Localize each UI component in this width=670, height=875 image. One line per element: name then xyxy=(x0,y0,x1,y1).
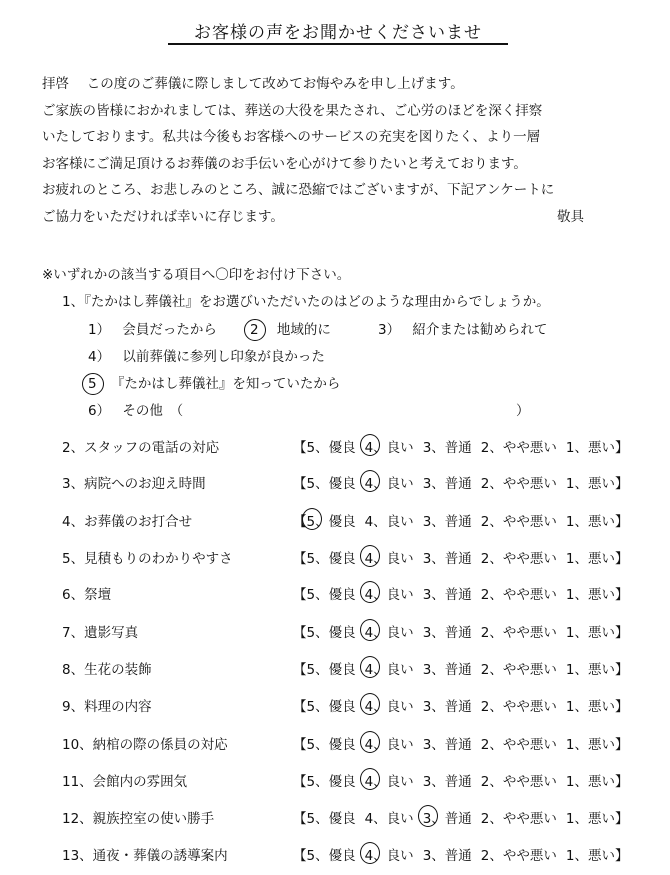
rating-option-5-selected[interactable] xyxy=(307,510,356,530)
rating-option-label: 1、悪い xyxy=(565,737,615,753)
intro-line: お客様にご満足頂けるお葬儀のお手伝いを心がけて参りたいと考えております。 xyxy=(42,155,527,172)
bracket-close: 】 xyxy=(614,587,629,603)
rating-option-4[interactable] xyxy=(365,807,414,827)
bracket-open: 【 xyxy=(293,551,307,567)
rating-option-2[interactable] xyxy=(481,472,557,492)
bracket-close: 】 xyxy=(614,551,629,567)
rating-option-label: 3、普通 xyxy=(422,514,472,530)
rating-option-label: 1、悪い xyxy=(565,811,615,827)
rating-scale xyxy=(293,547,628,567)
bracket-open: 【 xyxy=(293,440,307,456)
q1-option-2[interactable] xyxy=(250,318,331,338)
rating-option-5[interactable] xyxy=(307,436,356,456)
rating-scale xyxy=(293,733,628,753)
rating-option-4-selected[interactable] xyxy=(365,621,414,641)
title-underline xyxy=(168,43,508,45)
selection-circle xyxy=(418,805,438,827)
bracket-close: 】 xyxy=(614,699,629,715)
rating-question-row xyxy=(62,733,662,755)
rating-option-4-selected[interactable] xyxy=(365,547,414,567)
rating-option-label: 1、悪い xyxy=(565,662,615,678)
bracket-close: 】 xyxy=(614,811,629,827)
rating-option-label: 1、悪い xyxy=(565,848,615,864)
rating-option-3[interactable] xyxy=(423,583,472,603)
question-label: 9、料理の内容 xyxy=(62,699,152,715)
rating-option-2[interactable] xyxy=(481,547,557,567)
rating-option-1[interactable] xyxy=(566,436,615,456)
rating-option-label: 3、普通 xyxy=(422,774,472,790)
selected-rating-label: 5、優良 xyxy=(306,514,356,530)
bracket-close: 】 xyxy=(614,440,629,456)
rating-option-label: 3、普通 xyxy=(422,625,472,641)
rating-option-1[interactable] xyxy=(566,695,615,715)
rating-option-3[interactable] xyxy=(423,733,472,753)
rating-option-3[interactable] xyxy=(423,547,472,567)
q1-option-3[interactable] xyxy=(378,318,547,338)
rating-option-label: 5、優良 xyxy=(306,440,356,456)
selection-circle: 2 xyxy=(250,322,259,338)
selection-circle xyxy=(302,508,322,530)
rating-question-row xyxy=(62,621,662,643)
rating-option-label: 3、普通 xyxy=(422,848,472,864)
rating-option-5[interactable] xyxy=(307,733,356,753)
rating-scale xyxy=(293,770,628,790)
rating-option-5[interactable] xyxy=(307,695,356,715)
rating-option-label: 2、やや悪い xyxy=(480,699,557,715)
selection-circle xyxy=(360,434,380,456)
selected-rating-label: 4、良い xyxy=(364,737,414,753)
rating-question-row xyxy=(62,844,662,866)
q1-option-1[interactable] xyxy=(88,318,217,338)
selected-rating-label: 4、良い xyxy=(364,662,414,678)
rating-option-4-selected[interactable] xyxy=(365,658,414,678)
rating-option-label: 2、やや悪い xyxy=(480,662,557,678)
rating-question-row xyxy=(62,770,662,792)
rating-option-3[interactable] xyxy=(423,510,472,530)
bracket-close: 】 xyxy=(614,476,629,492)
bracket-close: 】 xyxy=(614,737,629,753)
rating-option-label: 5、優良 xyxy=(306,737,356,753)
rating-option-2[interactable] xyxy=(481,733,557,753)
rating-scale xyxy=(293,658,628,678)
rating-option-4-selected[interactable] xyxy=(365,770,414,790)
intro-line: 拝啓 この度のご葬儀に際しまして改めてお悔やみを申し上げます。 xyxy=(42,76,464,92)
rating-option-5[interactable] xyxy=(307,621,356,641)
rating-option-2[interactable] xyxy=(481,695,557,715)
rating-option-label: 2、やや悪い xyxy=(480,625,557,641)
rating-option-2[interactable] xyxy=(481,807,557,827)
question-label: 12、親族控室の使い勝手 xyxy=(62,811,215,827)
bracket-open: 【 xyxy=(293,848,307,864)
rating-option-3[interactable] xyxy=(423,436,472,456)
rating-option-4-selected[interactable] xyxy=(365,695,414,715)
rating-option-label: 2、やや悪い xyxy=(480,551,557,567)
selection-circle xyxy=(360,581,380,603)
rating-option-label: 1、悪い xyxy=(565,699,615,715)
selected-rating-label: 4、良い xyxy=(364,625,414,641)
question-1-title: 1、『たかはし葬儀社』をお選びいただいたのはどのような理由からでしょうか。 xyxy=(62,294,550,310)
rating-option-label: 2、やや悪い xyxy=(480,811,557,827)
bracket-open: 【 xyxy=(293,699,307,715)
rating-option-label: 1、悪い xyxy=(565,514,615,530)
rating-option-label: 2、やや悪い xyxy=(480,514,557,530)
rating-option-label: 5、優良 xyxy=(306,625,356,641)
bracket-open: 【 xyxy=(293,514,307,530)
rating-option-5[interactable] xyxy=(307,472,356,492)
selected-rating-label: 4、良い xyxy=(364,476,414,492)
selection-circle xyxy=(360,693,380,715)
rating-option-label: 5、優良 xyxy=(306,774,356,790)
q1-option-4[interactable] xyxy=(88,345,325,365)
option-text: 『たかはし葬儀社』を知っていたから xyxy=(110,376,341,392)
rating-option-label: 2、やや悪い xyxy=(480,587,557,603)
rating-option-1[interactable] xyxy=(566,510,615,530)
closing-salutation: 敬具 xyxy=(557,208,584,225)
selected-rating-label: 3、普通 xyxy=(422,811,472,827)
bracket-close: 】 xyxy=(614,774,629,790)
rating-option-2[interactable] xyxy=(481,844,557,864)
option-text: 会員だったから xyxy=(122,322,217,338)
question-label: 10、納棺の際の係員の対応 xyxy=(62,737,228,753)
option-text: 地域的に xyxy=(276,322,331,338)
rating-option-2[interactable] xyxy=(481,583,557,603)
bracket-open: 【 xyxy=(293,774,307,790)
rating-option-3[interactable] xyxy=(423,472,472,492)
rating-option-4[interactable] xyxy=(365,510,414,530)
selection-circle xyxy=(360,545,380,567)
rating-option-label: 1、悪い xyxy=(565,625,615,641)
bracket-open: 【 xyxy=(293,811,307,827)
rating-option-label: 5、優良 xyxy=(306,551,356,567)
selected-rating-label: 4、良い xyxy=(364,587,414,603)
rating-option-5[interactable] xyxy=(307,583,356,603)
option-text: 以前葬儀に参列し印象が良かった xyxy=(122,349,325,365)
selection-circle xyxy=(360,842,380,864)
rating-option-label: 1、悪い xyxy=(565,774,615,790)
rating-option-label: 2、やや悪い xyxy=(480,440,557,456)
rating-option-label: 5、優良 xyxy=(306,811,356,827)
rating-option-label: 4、良い xyxy=(364,514,414,530)
bracket-open: 【 xyxy=(293,625,307,641)
bracket-open: 【 xyxy=(293,662,307,678)
rating-question-row xyxy=(62,807,662,829)
rating-option-label: 5、優良 xyxy=(306,476,356,492)
intro-line: いたしております。私共は今後もお客様へのサービスの充実を図りたく、より一層 xyxy=(42,129,541,145)
bracket-close: 】 xyxy=(614,662,629,678)
question-label: 8、生花の装飾 xyxy=(62,662,152,678)
bracket-open: 【 xyxy=(293,737,307,753)
intro-line: ご協力をいただければ幸いに存じます。 xyxy=(42,208,284,225)
rating-option-3-selected[interactable] xyxy=(423,807,472,827)
q1-option-5[interactable] xyxy=(84,372,340,392)
bracket-open: 【 xyxy=(293,476,307,492)
instruction-text: ※いずれかの該当する項目へ〇印をお付け下さい。 xyxy=(42,267,351,283)
rating-option-label: 5、優良 xyxy=(306,662,356,678)
selected-rating-label: 4、良い xyxy=(364,551,414,567)
rating-question-row xyxy=(62,510,662,532)
bracket-open: 【 xyxy=(293,587,307,603)
rating-option-5[interactable] xyxy=(307,547,356,567)
rating-option-label: 3、普通 xyxy=(422,440,472,456)
rating-option-1[interactable] xyxy=(566,770,615,790)
rating-option-label: 5、優良 xyxy=(306,848,356,864)
rating-option-3[interactable] xyxy=(423,621,472,641)
rating-option-1[interactable] xyxy=(566,733,615,753)
rating-scale xyxy=(293,510,628,530)
rating-question-row xyxy=(62,695,662,717)
rating-option-label: 2、やや悪い xyxy=(480,848,557,864)
question-label: 7、遺影写真 xyxy=(62,625,139,641)
intro-line: ご家族の皆様におかれましては、葬送の大役を果たされ、ご心労のほどを深く拝察 xyxy=(42,102,543,119)
selection-circle: 5 xyxy=(88,376,97,392)
rating-option-label: 2、やや悪い xyxy=(480,737,557,753)
rating-option-label: 2、やや悪い xyxy=(480,476,557,492)
rating-option-4-selected[interactable] xyxy=(365,436,414,456)
rating-option-2[interactable] xyxy=(481,658,557,678)
rating-option-label: 1、悪い xyxy=(565,587,615,603)
rating-option-label: 5、優良 xyxy=(306,587,356,603)
page-title: お客様の声をお聞かせくださいませ xyxy=(194,23,482,43)
question-label: 2、スタッフの電話の対応 xyxy=(62,440,220,456)
rating-option-2[interactable] xyxy=(481,770,557,790)
question-label: 11、会館内の雰囲気 xyxy=(62,774,188,790)
rating-option-3[interactable] xyxy=(423,658,472,678)
rating-option-2[interactable] xyxy=(481,436,557,456)
selected-rating-label: 4、良い xyxy=(364,774,414,790)
question-label: 6、祭壇 xyxy=(62,587,112,603)
rating-option-5[interactable] xyxy=(307,844,356,864)
selection-circle xyxy=(360,470,380,492)
rating-scale xyxy=(293,807,628,827)
rating-option-label: 3、普通 xyxy=(422,587,472,603)
rating-option-label: 5、優良 xyxy=(306,699,356,715)
bracket-close: 】 xyxy=(614,514,629,530)
rating-option-2[interactable] xyxy=(481,510,557,530)
rating-option-1[interactable] xyxy=(566,547,615,567)
rating-option-label: 3、普通 xyxy=(422,662,472,678)
rating-option-1[interactable] xyxy=(566,844,615,864)
question-label: 3、病院へのお迎え時間 xyxy=(62,476,206,492)
rating-question-row xyxy=(62,472,662,494)
rating-option-2[interactable] xyxy=(481,621,557,641)
rating-scale xyxy=(293,472,628,492)
rating-option-4-selected[interactable] xyxy=(365,472,414,492)
rating-option-1[interactable] xyxy=(566,583,615,603)
selection-circle xyxy=(360,656,380,678)
rating-option-label: 2、やや悪い xyxy=(480,774,557,790)
rating-option-1[interactable] xyxy=(566,472,615,492)
rating-option-label: 4、良い xyxy=(364,811,414,827)
rating-option-4-selected[interactable] xyxy=(365,844,414,864)
rating-question-row xyxy=(62,658,662,680)
question-label: 5、見積もりのわかりやすさ xyxy=(62,551,233,567)
selected-rating-label: 4、良い xyxy=(364,699,414,715)
rating-scale xyxy=(293,844,628,864)
option-text: その他 （ xyxy=(122,403,184,419)
rating-option-label: 1、悪い xyxy=(565,476,615,492)
rating-option-label: 1、悪い xyxy=(565,440,615,456)
rating-scale xyxy=(293,695,628,715)
bracket-close: 】 xyxy=(614,625,629,641)
rating-option-5[interactable] xyxy=(307,807,356,827)
bracket-close: 】 xyxy=(614,848,629,864)
option-number: 1） xyxy=(88,322,111,338)
intro-line: お疲れのところ、お悲しみのところ、誠に恐縮ではございますが、下記アンケートに xyxy=(42,182,555,198)
rating-option-4-selected[interactable] xyxy=(365,733,414,753)
rating-option-4-selected[interactable] xyxy=(365,583,414,603)
rating-option-5[interactable] xyxy=(307,658,356,678)
rating-option-label: 3、普通 xyxy=(422,551,472,567)
rating-option-3[interactable] xyxy=(423,770,472,790)
option-number: 6） xyxy=(88,403,111,419)
q1-option-6[interactable] xyxy=(88,399,183,419)
rating-scale xyxy=(293,436,628,456)
rating-option-label: 3、普通 xyxy=(422,699,472,715)
other-close-paren: ） xyxy=(516,403,530,419)
rating-question-row xyxy=(62,436,662,458)
rating-option-label: 3、普通 xyxy=(422,737,472,753)
selection-circle xyxy=(360,768,380,790)
option-number: 3） xyxy=(378,322,401,338)
selected-rating-label: 4、良い xyxy=(364,848,414,864)
question-label: 13、通夜・葬儀の誘導案内 xyxy=(62,848,228,864)
intro-letter xyxy=(42,71,642,230)
rating-question-row xyxy=(62,547,662,569)
question-label: 4、お葬儀のお打合せ xyxy=(62,514,193,530)
selection-circle xyxy=(360,731,380,753)
rating-scale xyxy=(293,583,628,603)
rating-scale xyxy=(293,621,628,641)
selected-rating-label: 4、良い xyxy=(364,440,414,456)
rating-question-row xyxy=(62,583,662,605)
rating-option-3[interactable] xyxy=(423,844,472,864)
rating-option-5[interactable] xyxy=(307,770,356,790)
rating-option-1[interactable] xyxy=(566,807,615,827)
option-number: 4） xyxy=(88,349,111,365)
selection-circle xyxy=(360,619,380,641)
option-text: 紹介または勧められて xyxy=(412,322,548,338)
rating-option-3[interactable] xyxy=(423,695,472,715)
rating-option-label: 1、悪い xyxy=(565,551,615,567)
rating-option-1[interactable] xyxy=(566,658,615,678)
rating-option-label: 3、普通 xyxy=(422,476,472,492)
rating-option-1[interactable] xyxy=(566,621,615,641)
